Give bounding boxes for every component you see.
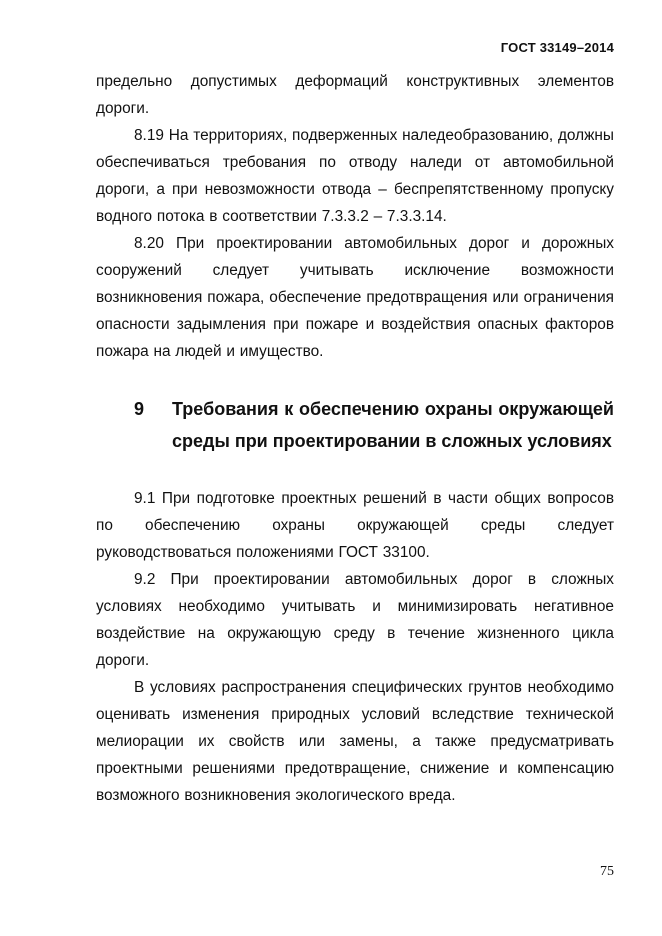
paragraph-8-20: 8.20 При проектировании автомобильных дорог и дорожных сооружений следует учитывать исключение возможности возникновения пожара, обеспечение предотвращения или ограничения опасности задымления при пожаре и воздействия опасных факторов пожара на людей и имущество. — [96, 235, 614, 360]
paragraph-9-1: 9.1 При подготовке проектных решений в части общих вопросов по обеспечению охраны окружающей среды следует руководствоваться положениями ГОСТ 33100. — [96, 490, 614, 561]
page-number: 75 — [600, 864, 614, 879]
page-body — [96, 68, 614, 809]
paragraph-9-2: 9.2 При проектировании автомобильных дорог в сложных условиях необходимо учитывать и минимизировать негативное воздействие на окружающую среду в течение жизненного цикла дороги. — [96, 571, 614, 669]
paragraph-continuation: предельно допустимых деформаций конструктивных элементов дороги. — [96, 73, 614, 117]
section-heading — [96, 393, 614, 457]
paragraph-specific-soils: В условиях распространения специфических грунтов необходимо оценивать изменения природных условий вследствие технической мелиорации их свойств или замены, а также предусматривать проектными решениями предотвращение, снижение и компенсацию возможного возникновения экологического вреда. — [96, 679, 614, 804]
section-number: 9 — [134, 399, 145, 419]
paragraph-8-19: 8.19 На территориях, подверженных наледеобразованию, должны обеспечиваться требования по отводу наледи от автомобильной дороги, а при невозможности отвода – беспрепятственному пропуску водного потока в соответствии 7.3.3.2 – 7.3.3.14. — [96, 127, 614, 225]
document-header: ГОСТ 33149–2014 — [500, 40, 614, 55]
section-title: Требования к обеспечению охраны окружающей среды при проектировании в сложных условиях — [172, 399, 614, 451]
